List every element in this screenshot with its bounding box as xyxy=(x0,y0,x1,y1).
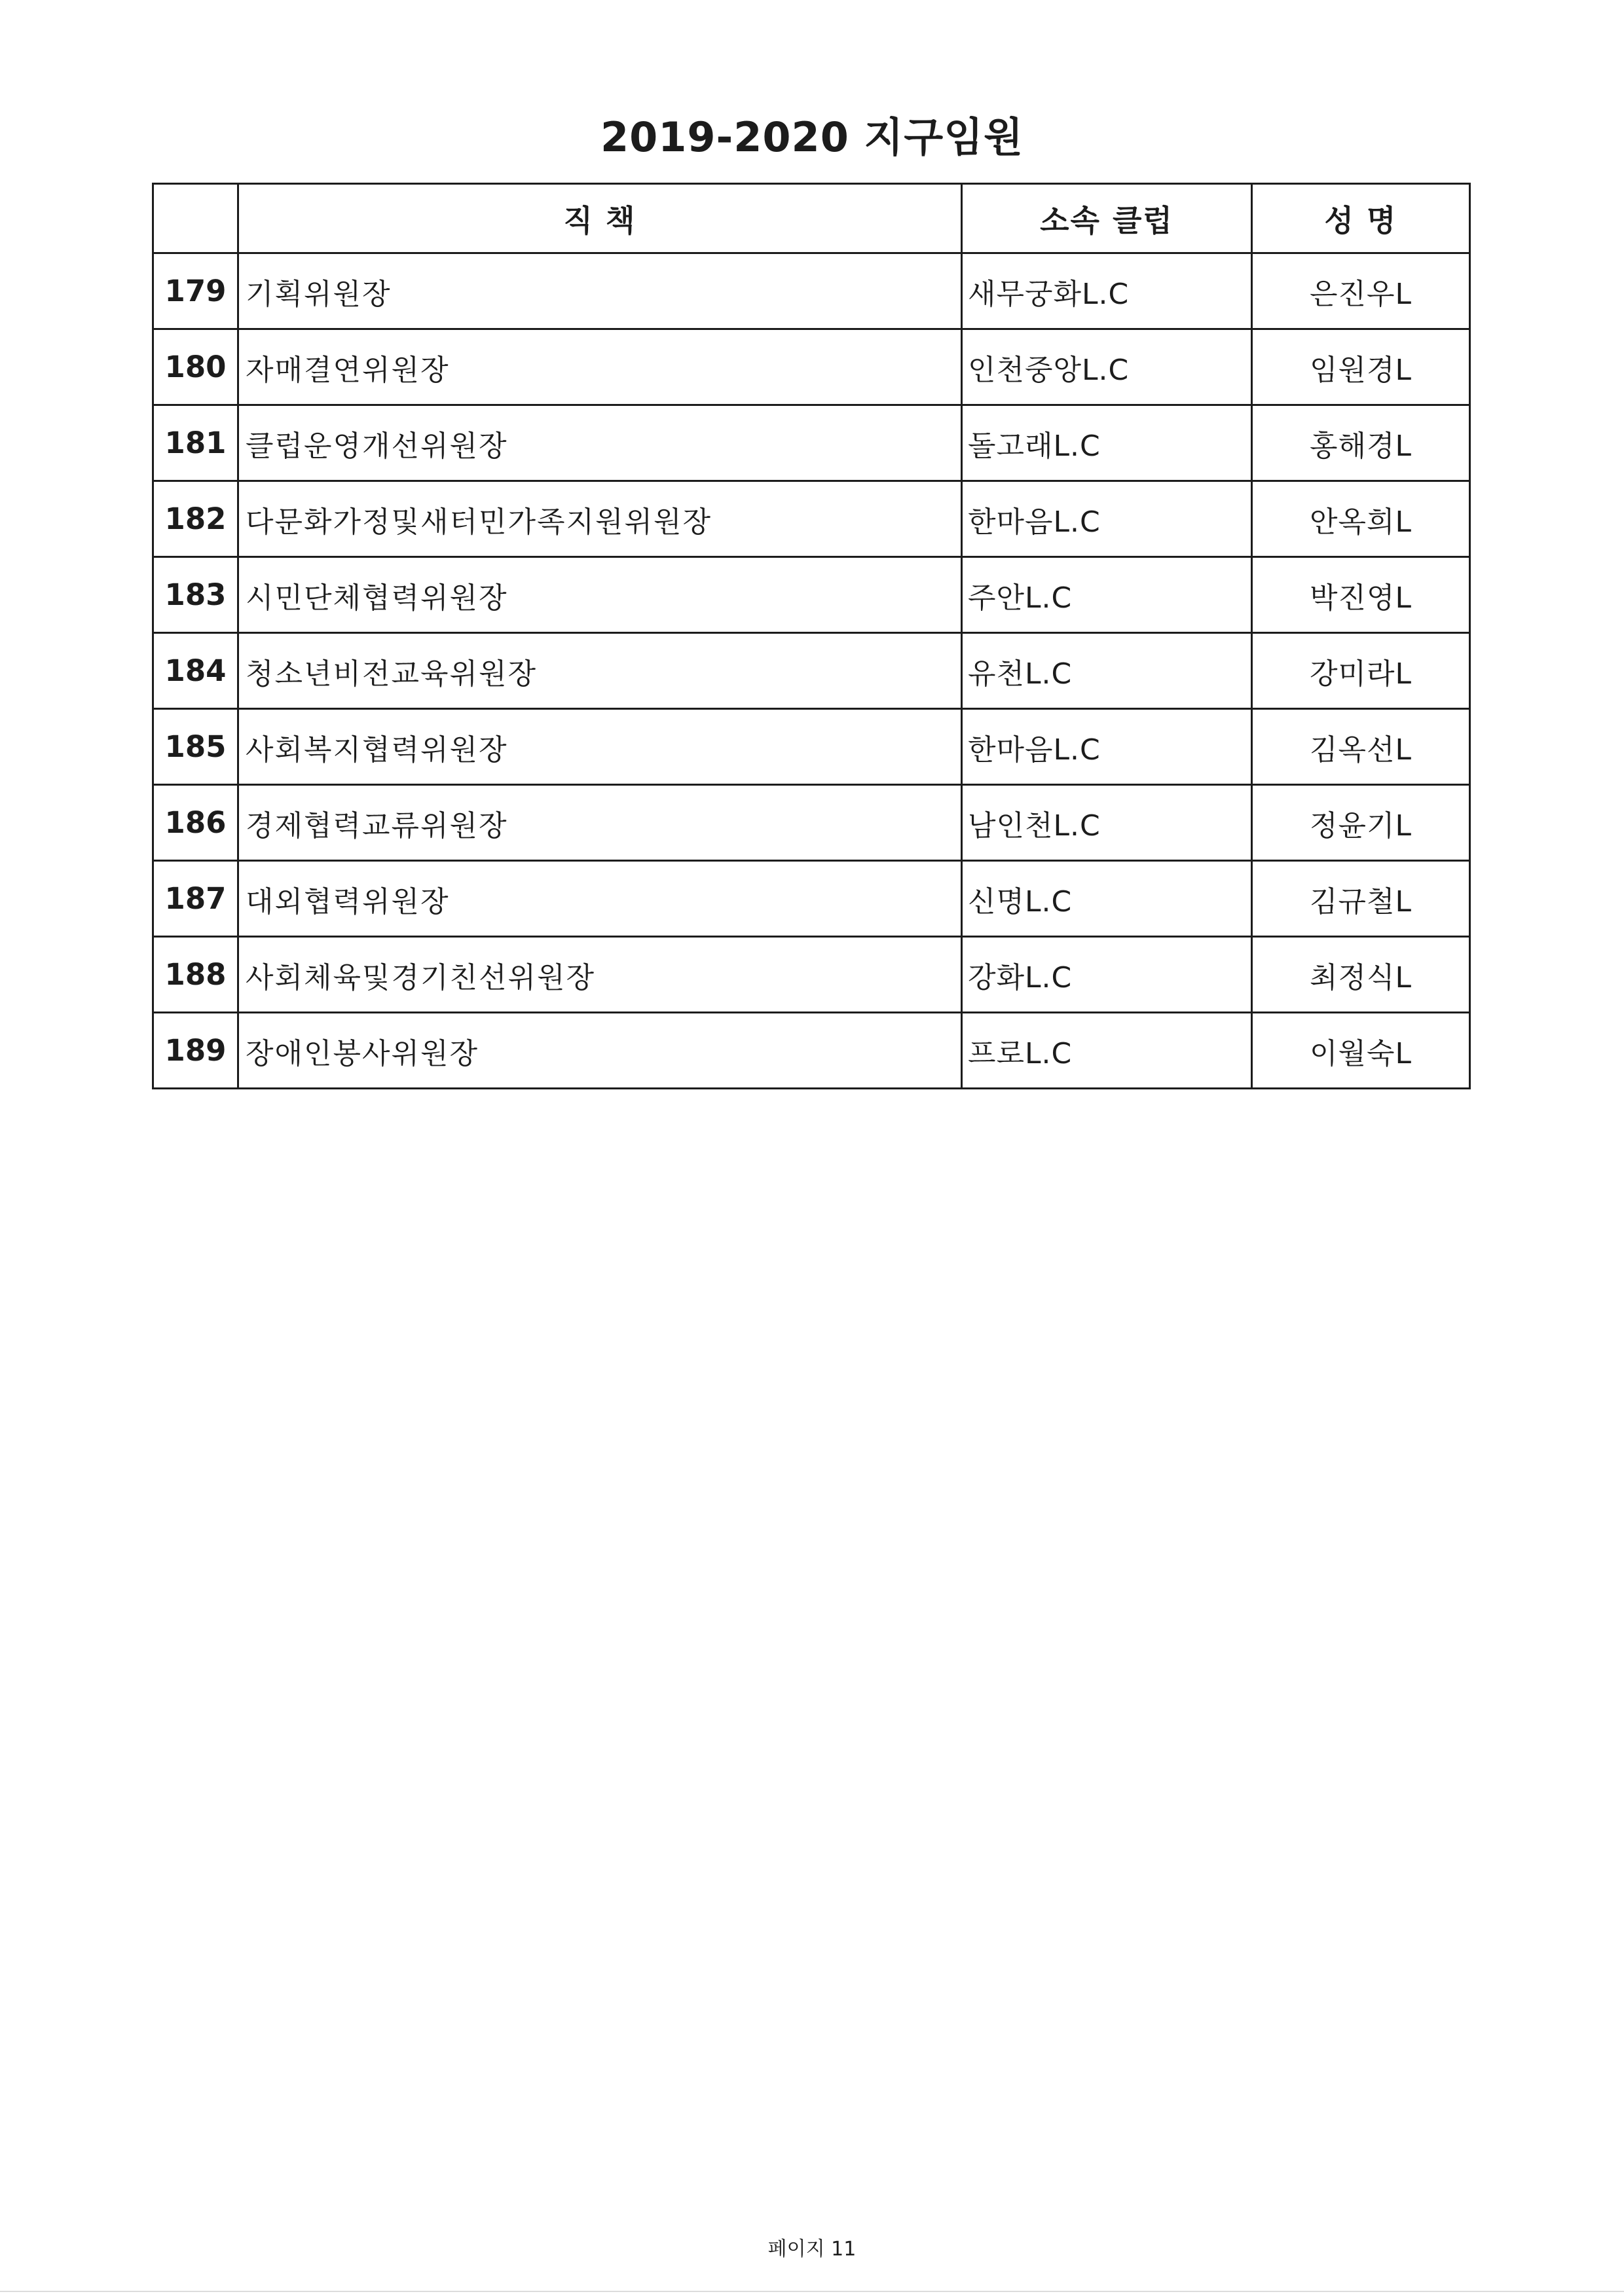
row-number: 185 xyxy=(153,709,238,785)
table-row xyxy=(153,1013,1470,1089)
position-cell: 청소년비전교육위원장 xyxy=(238,633,962,709)
member-name-cell: 정윤기L xyxy=(1252,785,1470,861)
row-number: 184 xyxy=(153,633,238,709)
row-number: 179 xyxy=(153,253,238,329)
header-position: 직 책 xyxy=(238,184,962,253)
row-number: 182 xyxy=(153,481,238,557)
club-cell: 새무궁화L.C xyxy=(962,253,1252,329)
row-number: 186 xyxy=(153,785,238,861)
position-cell: 장애인봉사위원장 xyxy=(238,1013,962,1089)
position-cell: 경제협력교류위원장 xyxy=(238,785,962,861)
club-cell: 돌고래L.C xyxy=(962,405,1252,481)
table-row xyxy=(153,785,1470,861)
club-cell: 프로L.C xyxy=(962,1013,1252,1089)
header-number-cell xyxy=(153,184,238,253)
club-cell: 주안L.C xyxy=(962,557,1252,633)
position-cell: 기획위원장 xyxy=(238,253,962,329)
member-name-cell: 이월숙L xyxy=(1252,1013,1470,1089)
position-cell: 사회체육및경기친선위원장 xyxy=(238,937,962,1013)
member-name-cell: 김규철L xyxy=(1252,861,1470,937)
position-cell: 시민단체협력위원장 xyxy=(238,557,962,633)
table-row xyxy=(153,937,1470,1013)
header-club: 소속 클럽 xyxy=(962,184,1252,253)
club-cell: 인천중앙L.C xyxy=(962,329,1252,405)
scan-edge-line xyxy=(0,2291,1624,2292)
member-name-cell: 은진우L xyxy=(1252,253,1470,329)
row-number: 188 xyxy=(153,937,238,1013)
table-row xyxy=(153,633,1470,709)
table-row xyxy=(153,709,1470,785)
club-cell: 한마음L.C xyxy=(962,709,1252,785)
row-number: 187 xyxy=(153,861,238,937)
table-row xyxy=(153,481,1470,557)
member-name-cell: 임원경L xyxy=(1252,329,1470,405)
member-name-cell: 안옥희L xyxy=(1252,481,1470,557)
member-name-cell: 박진영L xyxy=(1252,557,1470,633)
member-name-cell: 김옥선L xyxy=(1252,709,1470,785)
club-cell: 유천L.C xyxy=(962,633,1252,709)
table-row xyxy=(153,861,1470,937)
position-cell: 클럽운영개선위원장 xyxy=(238,405,962,481)
position-cell: 다문화가정및새터민가족지원위원장 xyxy=(238,481,962,557)
member-name-cell: 홍해경L xyxy=(1252,405,1470,481)
row-number: 180 xyxy=(153,329,238,405)
row-number: 181 xyxy=(153,405,238,481)
club-cell: 신명L.C xyxy=(962,861,1252,937)
position-cell: 자매결연위원장 xyxy=(238,329,962,405)
page-number: 페이지 11 xyxy=(767,2238,857,2261)
table-header-row xyxy=(153,184,1470,253)
position-cell: 사회복지협력위원장 xyxy=(238,709,962,785)
page-title: 2019-2020 지구임원 xyxy=(600,113,1024,161)
table-row xyxy=(153,405,1470,481)
member-name-cell: 최정식L xyxy=(1252,937,1470,1013)
club-cell: 강화L.C xyxy=(962,937,1252,1013)
member-name-cell: 강미라L xyxy=(1252,633,1470,709)
position-cell: 대외협력위원장 xyxy=(238,861,962,937)
club-cell: 한마음L.C xyxy=(962,481,1252,557)
row-number: 189 xyxy=(153,1013,238,1089)
table-row xyxy=(153,557,1470,633)
header-name: 성 명 xyxy=(1252,184,1470,253)
officers-table xyxy=(152,183,1471,1089)
table-row xyxy=(153,329,1470,405)
row-number: 183 xyxy=(153,557,238,633)
table-row xyxy=(153,253,1470,329)
club-cell: 남인천L.C xyxy=(962,785,1252,861)
